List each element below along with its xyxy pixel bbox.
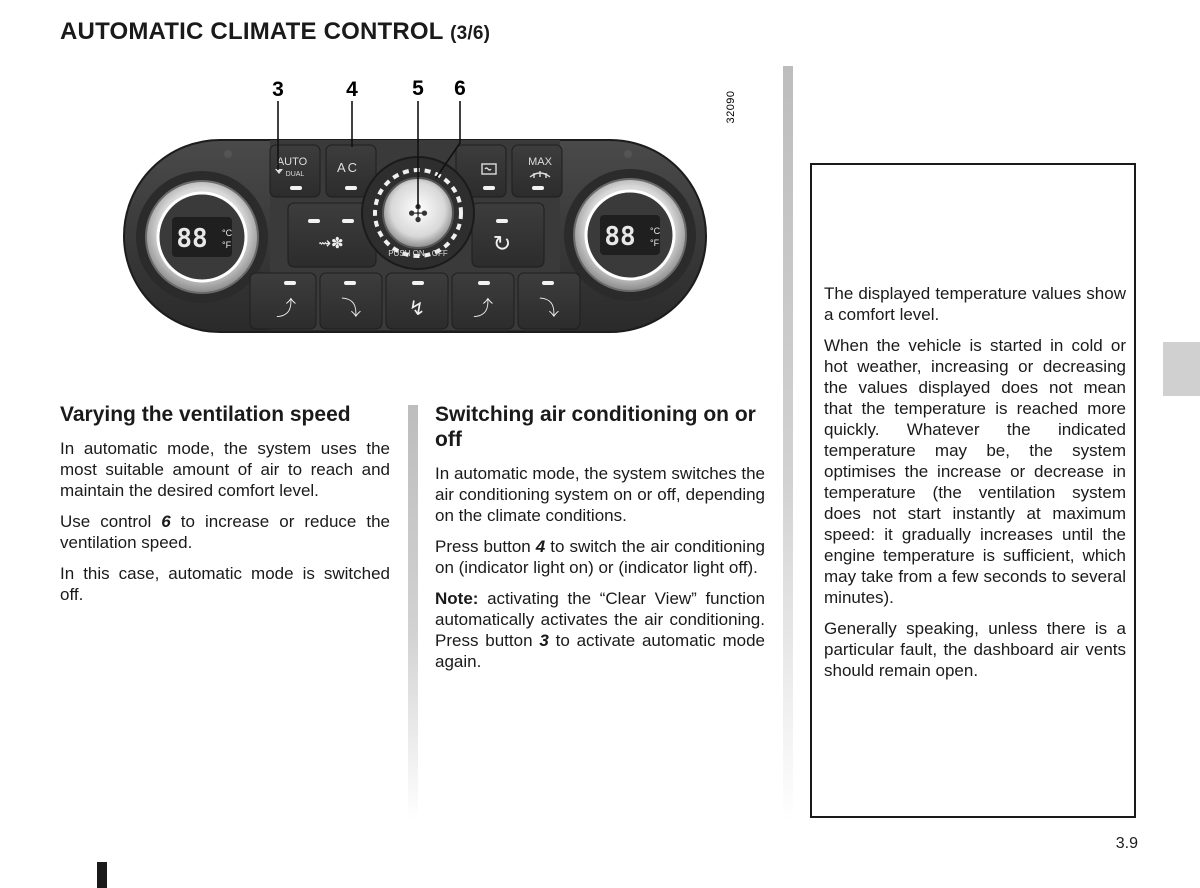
paragraph: In automatic mode, the system switches the air conditioning system on or off, depending on the climate conditions.	[435, 464, 765, 525]
dual-button-label: DUAL	[285, 171, 305, 178]
climate-panel-illustration	[120, 65, 737, 345]
callout-5: 5	[412, 77, 424, 100]
left-unit-c: °C	[222, 228, 233, 238]
paragraph: When the vehicle is started in cold or hot weather, increasing or decreasing the values displayed does not mean that the temperature is reached more quickly. Whatever the indicated temperature may be, the system optimises the increase or decrease in temperature (the ventilation system does not start instantly at maximum speed: it gradually increases until the engine temperature is sufficient, which may take from a few seconds to several minutes).	[824, 336, 1126, 607]
page-title-suffix: (3/6)	[450, 23, 491, 44]
auto-button-label: AUTO	[276, 156, 308, 168]
control-reference: 6	[161, 512, 171, 531]
panel-screw	[624, 150, 632, 158]
paragraph: In automatic mode, the system uses the most suitable amount of air to reach and maintain the desired comfort level.	[60, 439, 390, 500]
text-run: activating the “Clear View” function automatically activates the air conditioning. Press button	[435, 589, 765, 650]
right-temperature-display: 88	[604, 222, 636, 252]
corner-mark	[97, 862, 107, 888]
text-run: Press button	[435, 537, 536, 556]
panel-screw	[224, 150, 232, 158]
text-run: to switch the air conditioning on (indicator light on) or (indicator light off).	[435, 537, 765, 577]
airflow-mode-icon: ⤵	[539, 298, 559, 320]
control-reference: 4	[535, 537, 546, 556]
text-run: Use control	[60, 512, 162, 531]
airflow-mode-icon: ⤴	[473, 298, 493, 320]
section-heading: Varying the ventilation speed	[60, 403, 351, 426]
paragraph: The displayed temperature values show a comfort level.	[824, 284, 1126, 324]
callout-6: 6	[454, 77, 466, 100]
note-paragraph	[435, 588, 765, 672]
page-number: 3.9	[1115, 835, 1138, 852]
page-title	[60, 18, 490, 46]
paragraph: In this case, automatic mode is switched off.	[60, 564, 390, 604]
knob-label: PUSH ON · OFF	[388, 249, 448, 258]
air-distribution-buttons	[250, 273, 580, 329]
left-temperature-dial	[136, 171, 268, 303]
section-ventilation-speed	[60, 402, 390, 615]
left-temperature-display: 88	[176, 224, 208, 254]
airflow-fan-icon: ⇝✽	[318, 235, 344, 252]
airflow-mode-icon: ⤵	[341, 298, 361, 320]
max-button-label: MAX	[528, 156, 552, 168]
right-unit-f: °F	[650, 238, 660, 248]
page-title-text: AUTOMATIC CLIMATE CONTROL	[60, 18, 444, 45]
airflow-mode-icon: ⤴	[276, 298, 296, 320]
airflow-mode-icon: ↯	[408, 298, 426, 320]
text-run: to increase or reduce the ventilation speed.	[60, 512, 391, 552]
figure-reference-code: 32090	[725, 90, 737, 124]
right-temperature-dial	[564, 169, 696, 301]
column-separator	[783, 66, 793, 822]
section-heading: Switching air conditioning on or off	[435, 403, 756, 451]
paragraph	[60, 511, 390, 553]
control-reference: 3	[539, 631, 549, 650]
callout-3: 3	[272, 78, 284, 101]
text-run: to activate automatic mode again.	[435, 631, 765, 671]
info-box-text	[824, 283, 1126, 691]
chapter-side-tab	[1163, 342, 1200, 396]
section-air-conditioning	[435, 402, 765, 682]
callout-4: 4	[346, 78, 358, 101]
left-unit-f: °F	[222, 240, 232, 250]
right-unit-c: °C	[650, 226, 661, 236]
column-separator	[408, 405, 418, 820]
fan-icon: ✣	[407, 201, 429, 228]
ac-button-label: AC	[336, 160, 360, 175]
paragraph: Generally speaking, unless there is a particular fault, the dashboard air vents should remain open.	[824, 619, 1126, 680]
note-label: Note:	[435, 589, 479, 608]
recirculation-icon: ↻	[492, 231, 512, 256]
paragraph	[435, 536, 765, 578]
